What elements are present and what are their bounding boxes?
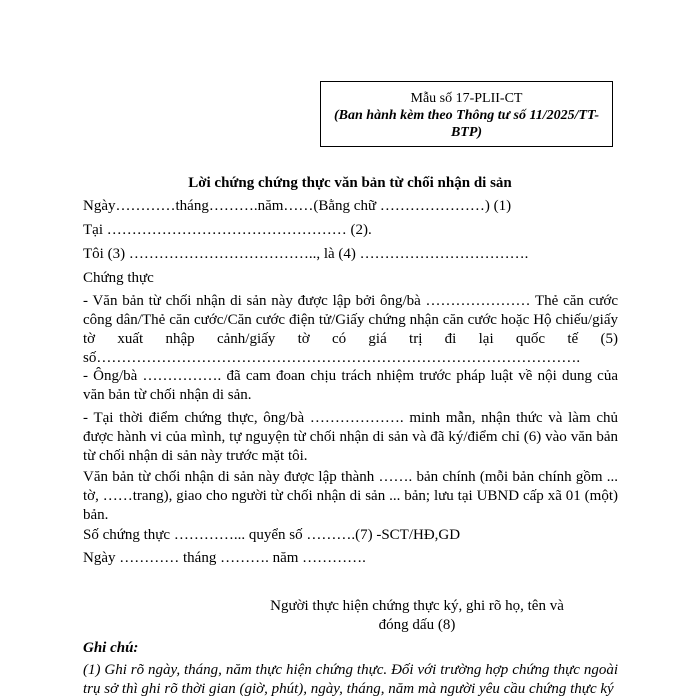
issued-by-note: (Ban hành kèm theo Thông tư số 11/2025/TT-BTP) — [334, 108, 599, 140]
signature-block: Người thực hiện chứng thực ký, ghi rõ họ, tên và đóng dấu (8) — [270, 598, 564, 633]
registry-date-line: Ngày ………… tháng ………. năm …………. — [83, 550, 366, 566]
officer-line: Tôi (3) ……………………………….., là (4) ……………………………. — [83, 246, 529, 262]
certify-label: Chứng thực — [83, 270, 154, 286]
certification-number-line: Số chứng thực …………... quyển số ……….(7) -SCT/HĐ,GD — [83, 527, 461, 543]
document-title: Lời chứng chứng thực văn bản từ chối nhận di sản — [188, 175, 512, 191]
form-number-box — [320, 81, 613, 147]
notes-heading: Ghi chú: — [83, 640, 139, 656]
date-line: Ngày…………tháng……….năm……(Bằng chữ …………………) (1) — [83, 198, 512, 214]
paragraph-commitment: - Ông/bà ……………. đã cam đoan chịu trách nhiệm trước pháp luật về nội dung của văn bản từ chối nhận di sản. — [83, 368, 618, 403]
note-1: (1) Ghi rõ ngày, tháng, năm thực hiện chứng thực. Đối với trường hợp chứng thực ngoài trụ sở thì ghi rõ thời gian (giờ, phút), ngày, tháng, năm mà người yêu cầu chứng thực ký — [83, 662, 618, 697]
paragraph-capacity: - Tại thời điểm chứng thực, ông/bà ………………. minh mẫn, nhận thức và làm chủ được hành vi của mình, tự nguyện từ chối nhận di sản và đã ký/điểm chỉ (6) vào văn bản từ chối nhận di sản này trước mặt tôi. — [83, 410, 618, 464]
paragraph-requester-identity: - Văn bản từ chối nhận di sản này được lập bởi ông/bà ………………… Thẻ căn cước công dân/Thẻ căn cước/Căn cước điện tử/Giấy chứng nhận căn cước hoặc Hộ chiếu/giấy tờ xuất nhập cảnh/giấy tờ có giá trị đi lại quốc tế (5) số……………………………………………………………………………………. — [83, 293, 618, 366]
paragraph-copies: Văn bản từ chối nhận di sản này được lập thành ……. bản chính (mỗi bản chính gồm ... tờ, ……trang), giao cho người từ chối nhận di sản ... bản; lưu tại UBND cấp xã 01 (một) bản. — [83, 469, 618, 523]
place-line: Tại ………………………………………… (2). — [83, 222, 372, 238]
form-number: Mẫu số 17-PLII-CT — [410, 91, 523, 106]
